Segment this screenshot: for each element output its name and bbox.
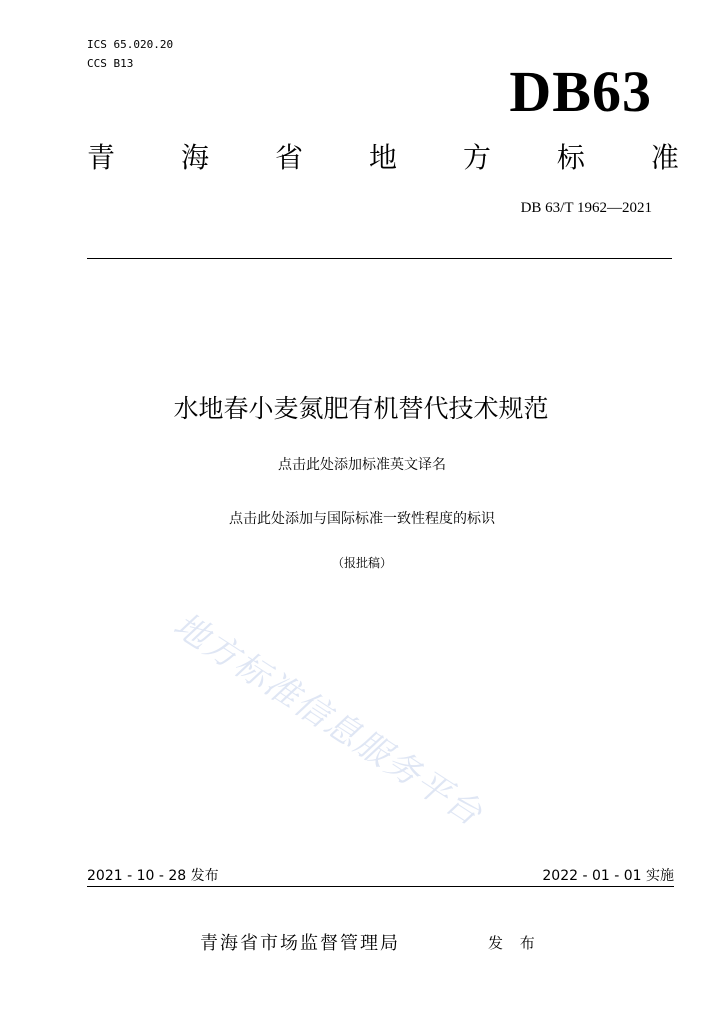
issuing-authority: 青海省市场监督管理局 (200, 933, 400, 954)
ccs-code: CCS B13 (87, 57, 134, 70)
db-code-logo: DB63 (509, 59, 652, 124)
english-title-placeholder[interactable]: 点击此处添加标准英文译名 (278, 457, 446, 473)
draft-stage-label: （报批稿） (331, 556, 392, 570)
standard-type-char: 准 (650, 141, 679, 174)
standard-type-char: 省 (274, 141, 303, 174)
standard-type-char: 方 (462, 141, 491, 174)
standard-type-heading (87, 140, 679, 176)
watermark: 地方标准信息服务平台 (166, 605, 490, 835)
issue-date: 2021 - 10 - 28 发布 (87, 868, 219, 884)
consistency-placeholder[interactable]: 点击此处添加与国际标准一致性程度的标识 (229, 511, 495, 527)
standard-type-char: 地 (368, 141, 397, 174)
footer-divider (87, 886, 674, 887)
implementation-date: 2022 - 01 - 01 实施 (542, 868, 674, 884)
standard-type-char: 海 (180, 141, 209, 174)
standard-number: DB 63/T 1962—2021 (520, 200, 652, 216)
standard-type-char: 标 (556, 141, 585, 174)
document-title (0, 392, 724, 426)
standard-type-char: 青 (87, 141, 116, 174)
ics-code: ICS 65.020.20 (87, 38, 174, 51)
header-divider (87, 258, 672, 259)
document-title-text: 水地春小麦氮肥有机替代技术规范 (173, 394, 549, 423)
issue-label: 发 布 (488, 934, 541, 952)
